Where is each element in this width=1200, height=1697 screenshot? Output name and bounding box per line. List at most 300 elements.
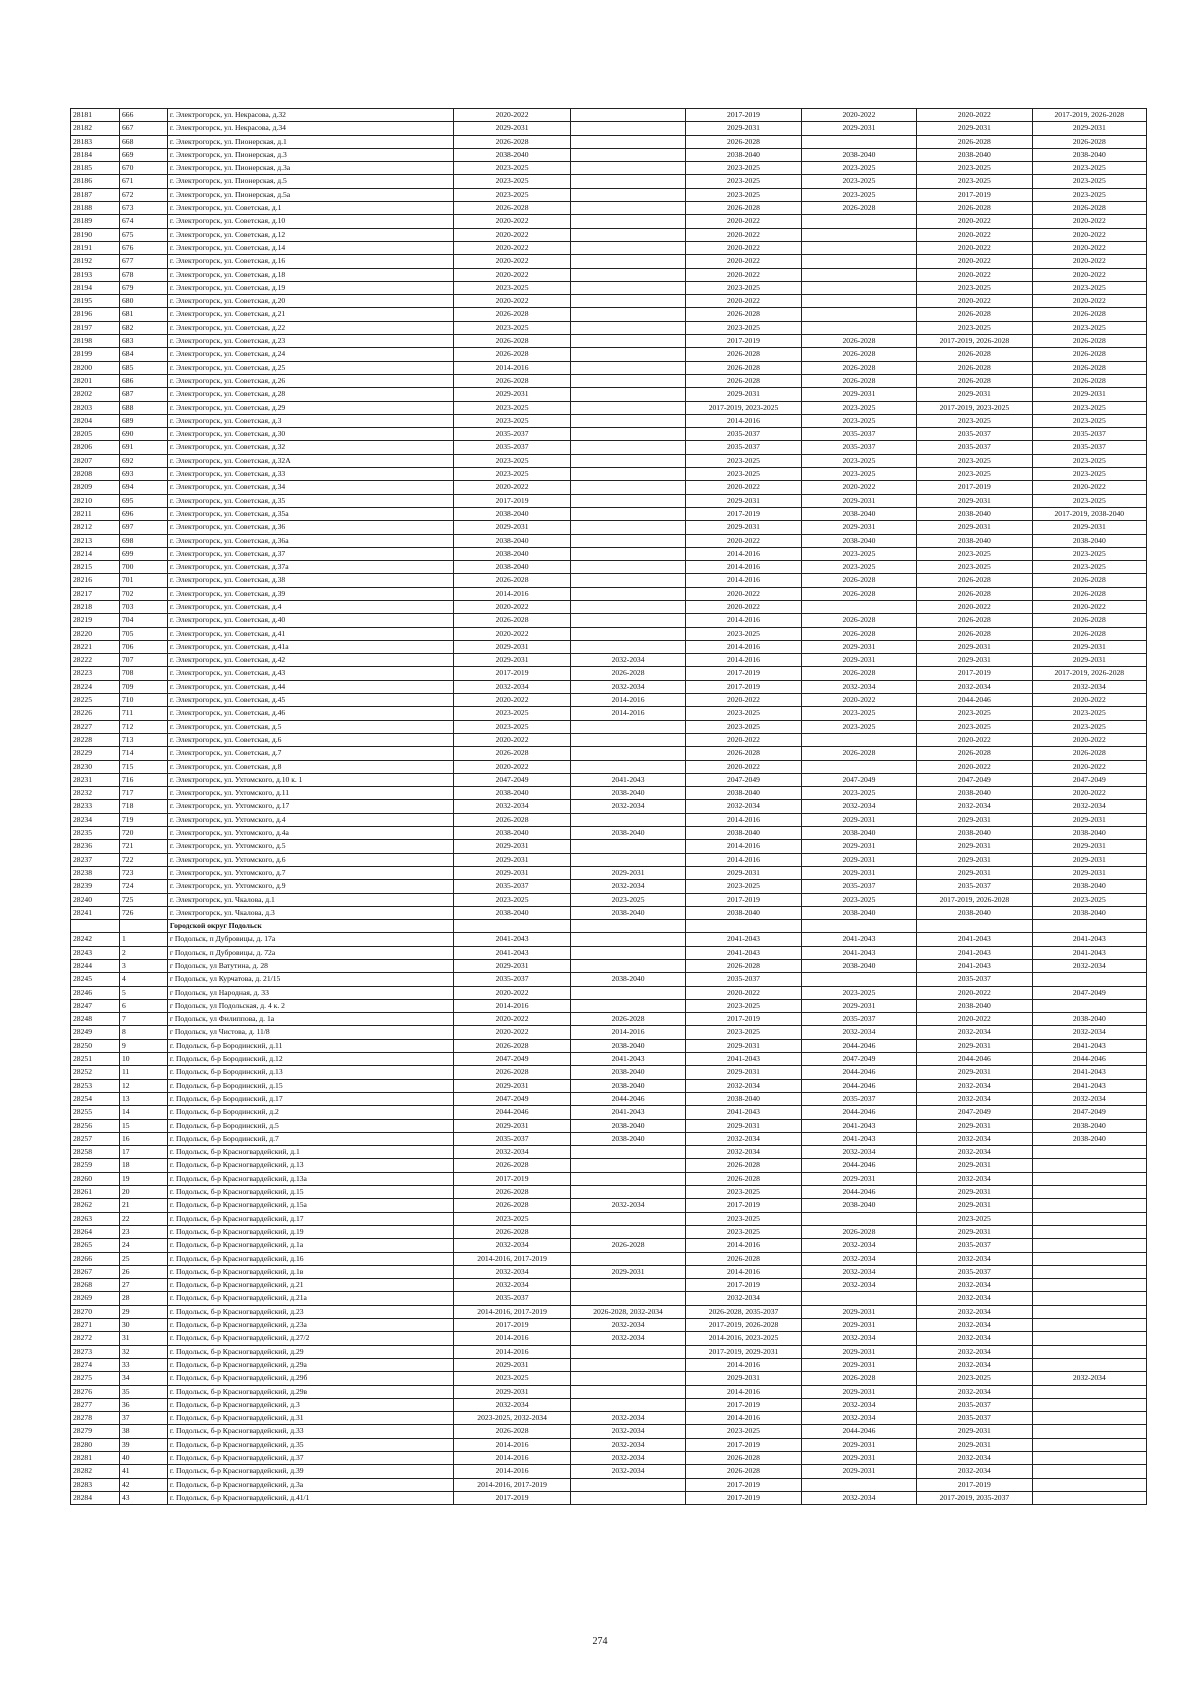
cell-period-3: 2020-2022: [686, 255, 801, 268]
cell-row-number: 28270: [71, 1305, 120, 1318]
cell-period-5: 2026-2028: [917, 374, 1032, 387]
cell-item-number: 721: [120, 840, 168, 853]
cell-period-6: 2026-2028: [1032, 587, 1146, 600]
cell-row-number: 28228: [71, 733, 120, 746]
page-number: 274: [592, 1636, 608, 1647]
cell-period-3: 2023-2025: [686, 1225, 801, 1238]
cell-row-number: 28246: [71, 986, 120, 999]
cell-period-3: 2032-2034: [686, 1079, 801, 1092]
table-row: [71, 707, 1147, 720]
cell-address: г. Подольск, б-р Красногвардейский, д.41/1: [167, 1491, 453, 1504]
cell-period-6: 2017-2019, 2038-2040: [1032, 507, 1146, 520]
cell-period-2: [570, 946, 685, 959]
cell-period-5: 2026-2028: [917, 308, 1032, 321]
cell-period-4: 2029-2031: [801, 1465, 916, 1478]
cell-row-number: 28219: [71, 614, 120, 627]
cell-period-4: 2044-2046: [801, 1425, 916, 1438]
cell-period-1: 2029-2031: [454, 640, 571, 653]
cell-row-number: 28266: [71, 1252, 120, 1265]
table-row: [71, 1039, 1147, 1052]
table-row: [71, 853, 1147, 866]
cell-address: г. Электрогорск, ул. Советская, д.45: [167, 694, 453, 707]
cell-period-2: 2029-2031: [570, 866, 685, 879]
cell-period-5: 2023-2025: [917, 175, 1032, 188]
cell-period-3: 2023-2025: [686, 175, 801, 188]
cell-period-6: [1032, 1265, 1146, 1278]
cell-period-4: [801, 600, 916, 613]
cell-period-2: 2023-2025: [570, 893, 685, 906]
cell-period-5: 2044-2046: [917, 694, 1032, 707]
cell-period-2: [570, 640, 685, 653]
cell-address: г. Электрогорск, ул. Советская, д.12: [167, 228, 453, 241]
cell-period-5: 2038-2040: [917, 787, 1032, 800]
cell-row-number: 28225: [71, 694, 120, 707]
cell-period-1: 2026-2028: [454, 1425, 571, 1438]
table-row: [71, 960, 1147, 973]
cell-period-6: 2023-2025: [1032, 401, 1146, 414]
cell-item-number: 670: [120, 162, 168, 175]
cell-period-6: [1032, 1252, 1146, 1265]
cell-address: г Подольск, ул Филиппова, д. 1а: [167, 1013, 453, 1026]
cell-period-6: 2032-2034: [1032, 960, 1146, 973]
cell-period-2: 2032-2034: [570, 1332, 685, 1345]
cell-address: г. Подольск, б-р Красногвардейский, д.3: [167, 1398, 453, 1411]
cell-row-number: 28241: [71, 906, 120, 919]
cell-period-4: 2047-2049: [801, 773, 916, 786]
cell-period-6: 2041-2043: [1032, 933, 1146, 946]
cell-period-3: 2026-2028: [686, 960, 801, 973]
cell-address: г. Подольск, б-р Красногвардейский, д.3а: [167, 1478, 453, 1491]
cell-period-2: [570, 321, 685, 334]
table-row: [71, 1292, 1147, 1305]
cell-period-2: 2038-2040: [570, 1119, 685, 1132]
cell-period-6: [1032, 1478, 1146, 1491]
cell-item-number: 672: [120, 188, 168, 201]
cell-period-4: 2023-2025: [801, 986, 916, 999]
cell-period-4: 2023-2025: [801, 468, 916, 481]
cell-period-4: [801, 1292, 916, 1305]
cell-period-1: 2035-2037: [454, 1132, 571, 1145]
cell-period-2: [570, 348, 685, 361]
table-row: [71, 933, 1147, 946]
cell-period-2: [570, 574, 685, 587]
cell-row-number: 28283: [71, 1478, 120, 1491]
cell-row-number: 28192: [71, 255, 120, 268]
cell-period-4: 2029-2031: [801, 494, 916, 507]
cell-period-5: 2017-2019: [917, 667, 1032, 680]
cell-period-4: 2047-2049: [801, 1053, 916, 1066]
cell-period-4: 2032-2034: [801, 800, 916, 813]
cell-period-1: 2017-2019: [454, 1172, 571, 1185]
cell-period-3: 2041-2043: [686, 933, 801, 946]
cell-row-number: 28207: [71, 454, 120, 467]
table-row: [71, 1159, 1147, 1172]
cell-period-2: [570, 1252, 685, 1265]
cell-period-2: 2041-2043: [570, 773, 685, 786]
cell-period-5: 2023-2025: [917, 720, 1032, 733]
cell-item-number: 22: [120, 1212, 168, 1225]
cell-item-number: 719: [120, 813, 168, 826]
cell-period-4: 2026-2028: [801, 361, 916, 374]
cell-period-1: 2014-2016: [454, 1465, 571, 1478]
cell-period-6: [1032, 1412, 1146, 1425]
cell-item-number: 39: [120, 1438, 168, 1451]
cell-period-5: 2020-2022: [917, 241, 1032, 254]
table-row: [71, 1239, 1147, 1252]
cell-address: г. Электрогорск, ул. Советская, д.26: [167, 374, 453, 387]
table-row: [71, 1106, 1147, 1119]
cell-period-6: [1032, 1385, 1146, 1398]
cell-period-5: 2017-2019, 2026-2028: [917, 335, 1032, 348]
cell-period-2: [570, 428, 685, 441]
cell-period-5: 2020-2022: [917, 600, 1032, 613]
cell-period-5: 2029-2031: [917, 1186, 1032, 1199]
cell-period-5: 2029-2031: [917, 1438, 1032, 1451]
cell-row-number: 28182: [71, 122, 120, 135]
cell-period-3: 2038-2040: [686, 1092, 801, 1105]
table-row: [71, 866, 1147, 879]
cell-period-5: 2029-2031: [917, 840, 1032, 853]
cell-period-4: 2023-2025: [801, 175, 916, 188]
cell-period-6: 2020-2022: [1032, 228, 1146, 241]
cell-period-2: [570, 454, 685, 467]
table-row: [71, 600, 1147, 613]
cell-address: г. Электрогорск, ул. Советская, д.39: [167, 587, 453, 600]
table-row: [71, 521, 1147, 534]
cell-address: г. Подольск, б-р Бородинский, д.11: [167, 1039, 453, 1052]
cell-period-6: 2020-2022: [1032, 600, 1146, 613]
table-row: [71, 547, 1147, 560]
cell-period-3: 2029-2031: [686, 866, 801, 879]
cell-row-number: 28281: [71, 1451, 120, 1464]
cell-period-2: [570, 534, 685, 547]
cell-period-6: 2020-2022: [1032, 694, 1146, 707]
cell-period-4: 2032-2034: [801, 1265, 916, 1278]
cell-address: г Подольск, ул Чистова, д. 11/8: [167, 1026, 453, 1039]
cell-row-number: 28251: [71, 1053, 120, 1066]
cell-period-2: [570, 122, 685, 135]
cell-period-1: 2038-2040: [454, 561, 571, 574]
cell-item-number: 13: [120, 1092, 168, 1105]
cell-row-number: 28191: [71, 241, 120, 254]
cell-row-number: 28274: [71, 1358, 120, 1371]
cell-row-number: 28260: [71, 1172, 120, 1185]
cell-period-4: 2023-2025: [801, 454, 916, 467]
cell-address: г. Подольск, б-р Красногвардейский, д.29а: [167, 1358, 453, 1371]
cell-period-2: [570, 547, 685, 560]
cell-period-6: 2038-2040: [1032, 880, 1146, 893]
cell-period-5: 2032-2034: [917, 1305, 1032, 1318]
table-row: [71, 760, 1147, 773]
cell-period-6: 2026-2028: [1032, 614, 1146, 627]
cell-address: г Подольск, ул Подольская, д. 4 к. 2: [167, 999, 453, 1012]
cell-period-5: 2020-2022: [917, 228, 1032, 241]
cell-period-4: 2032-2034: [801, 1279, 916, 1292]
cell-period-4: 2023-2025: [801, 401, 916, 414]
cell-address: г. Электрогорск, ул. Советская, д.38: [167, 574, 453, 587]
cell-row-number: [71, 920, 120, 933]
cell-period-2: [570, 1358, 685, 1371]
cell-period-4: 2038-2040: [801, 906, 916, 919]
cell-period-5: 2035-2037: [917, 973, 1032, 986]
cell-item-number: 19: [120, 1172, 168, 1185]
table-row: [71, 308, 1147, 321]
cell-period-4: 2029-2031: [801, 1319, 916, 1332]
cell-period-6: 2023-2025: [1032, 561, 1146, 574]
cell-period-2: 2032-2034: [570, 880, 685, 893]
cell-item-number: 687: [120, 388, 168, 401]
cell-period-1: 2014-2016, 2017-2019: [454, 1252, 571, 1265]
cell-item-number: 24: [120, 1239, 168, 1252]
cell-period-2: [570, 747, 685, 760]
cell-period-3: 2038-2040: [686, 827, 801, 840]
cell-address: г. Подольск, б-р Красногвардейский, д.19: [167, 1225, 453, 1238]
table-row: [71, 840, 1147, 853]
cell-period-2: [570, 335, 685, 348]
cell-period-1: 2020-2022: [454, 215, 571, 228]
cell-address: г. Электрогорск, ул. Ухтомского, д.11: [167, 787, 453, 800]
cell-address: г. Подольск, б-р Красногвардейский, д.29б: [167, 1372, 453, 1385]
cell-period-5: 2026-2028: [917, 627, 1032, 640]
table-row: [71, 1252, 1147, 1265]
cell-period-1: 2032-2034: [454, 1265, 571, 1278]
cell-period-5: 2032-2034: [917, 1451, 1032, 1464]
cell-item-number: 14: [120, 1106, 168, 1119]
cell-period-1: 2014-2016, 2017-2019: [454, 1478, 571, 1491]
cell-period-3: 2029-2031: [686, 388, 801, 401]
cell-item-number: 16: [120, 1132, 168, 1145]
cell-row-number: 28232: [71, 787, 120, 800]
cell-period-6: 2023-2025: [1032, 454, 1146, 467]
cell-row-number: 28258: [71, 1146, 120, 1159]
cell-period-3: 2023-2025: [686, 468, 801, 481]
cell-row-number: 28269: [71, 1292, 120, 1305]
cell-period-4: 2032-2034: [801, 680, 916, 693]
cell-period-3: 2026-2028: [686, 361, 801, 374]
cell-period-1: 2020-2022: [454, 694, 571, 707]
table-row: [71, 1491, 1147, 1504]
cell-row-number: 28217: [71, 587, 120, 600]
cell-row-number: 28276: [71, 1385, 120, 1398]
cell-row-number: 28199: [71, 348, 120, 361]
cell-item-number: 688: [120, 401, 168, 414]
cell-period-1: 2017-2019: [454, 667, 571, 680]
cell-period-2: 2032-2034: [570, 1438, 685, 1451]
cell-period-6: [1032, 1212, 1146, 1225]
cell-item-number: 667: [120, 122, 168, 135]
cell-row-number: 28265: [71, 1239, 120, 1252]
cell-period-4: [801, 973, 916, 986]
cell-period-4: [801, 135, 916, 148]
cell-period-5: 2032-2034: [917, 1026, 1032, 1039]
cell-address: г. Подольск, б-р Красногвардейский, д.16: [167, 1252, 453, 1265]
cell-period-3: 2026-2028: [686, 348, 801, 361]
cell-item-number: 4: [120, 973, 168, 986]
cell-period-6: [1032, 973, 1146, 986]
cell-address: г. Электрогорск, ул. Советская, д.10: [167, 215, 453, 228]
cell-row-number: 28261: [71, 1186, 120, 1199]
cell-period-6: 2020-2022: [1032, 481, 1146, 494]
cell-period-1: 2023-2025: [454, 188, 571, 201]
cell-row-number: 28186: [71, 175, 120, 188]
table-row: [71, 481, 1147, 494]
cell-address: г. Электрогорск, ул. Советская, д.37: [167, 547, 453, 560]
cell-address: г. Электрогорск, ул. Советская, д.21: [167, 308, 453, 321]
cell-item-number: 694: [120, 481, 168, 494]
cell-item-number: 675: [120, 228, 168, 241]
table-row: [71, 215, 1147, 228]
cell-item-number: 21: [120, 1199, 168, 1212]
table-row: [71, 268, 1147, 281]
cell-row-number: 28280: [71, 1438, 120, 1451]
cell-period-5: 2041-2043: [917, 960, 1032, 973]
cell-period-2: 2038-2040: [570, 1132, 685, 1145]
table-row: [71, 1319, 1147, 1332]
cell-period-6: 2032-2034: [1032, 1372, 1146, 1385]
cell-period-2: [570, 507, 685, 520]
cell-period-3: 2029-2031: [686, 122, 801, 135]
cell-period-4: 2026-2028: [801, 348, 916, 361]
cell-period-4: 2029-2031: [801, 1358, 916, 1371]
cell-row-number: 28226: [71, 707, 120, 720]
cell-period-2: [570, 202, 685, 215]
cell-period-3: 2032-2034: [686, 1146, 801, 1159]
cell-row-number: 28196: [71, 308, 120, 321]
cell-period-4: [801, 215, 916, 228]
table-row: [71, 920, 1147, 933]
cell-period-2: [570, 614, 685, 627]
cell-period-1: 2020-2022: [454, 268, 571, 281]
cell-row-number: 28202: [71, 388, 120, 401]
cell-period-5: 2035-2037: [917, 1265, 1032, 1278]
cell-address: г. Электрогорск, ул. Советская, д.30: [167, 428, 453, 441]
cell-period-3: 2041-2043: [686, 1053, 801, 1066]
cell-period-3: 2023-2025: [686, 720, 801, 733]
cell-address: г. Подольск, б-р Красногвардейский, д.13: [167, 1159, 453, 1172]
cell-period-1: 2029-2031: [454, 521, 571, 534]
cell-item-number: 35: [120, 1385, 168, 1398]
cell-row-number: 28255: [71, 1106, 120, 1119]
cell-address: г. Электрогорск, ул. Советская, д.34: [167, 481, 453, 494]
cell-row-number: 28212: [71, 521, 120, 534]
cell-period-6: [1032, 1159, 1146, 1172]
cell-period-1: 2026-2028: [454, 1039, 571, 1052]
cell-period-6: 2023-2025: [1032, 494, 1146, 507]
cell-period-3: [686, 920, 801, 933]
cell-period-6: 2047-2049: [1032, 986, 1146, 999]
cell-period-2: [570, 720, 685, 733]
cell-row-number: 28223: [71, 667, 120, 680]
cell-period-3: 2020-2022: [686, 241, 801, 254]
table-row: [71, 694, 1147, 707]
table-row: [71, 1451, 1147, 1464]
cell-row-number: 28183: [71, 135, 120, 148]
cell-period-2: [570, 361, 685, 374]
cell-period-1: 2020-2022: [454, 481, 571, 494]
cell-period-1: 2023-2025: [454, 707, 571, 720]
cell-row-number: 28252: [71, 1066, 120, 1079]
cell-period-2: 2038-2040: [570, 1039, 685, 1052]
cell-item-number: 31: [120, 1332, 168, 1345]
cell-row-number: 28227: [71, 720, 120, 733]
cell-period-1: 2026-2028: [454, 374, 571, 387]
cell-address: г. Электрогорск, ул. Советская, д.23: [167, 335, 453, 348]
cell-period-3: 2020-2022: [686, 694, 801, 707]
cell-period-1: 2038-2040: [454, 148, 571, 161]
cell-period-4: 2023-2025: [801, 893, 916, 906]
cell-period-5: 2029-2031: [917, 1119, 1032, 1132]
cell-period-3: 2014-2016: [686, 547, 801, 560]
cell-address: г. Электрогорск, ул. Советская, д.36: [167, 521, 453, 534]
table-row: [71, 1212, 1147, 1225]
cell-period-4: 2026-2028: [801, 614, 916, 627]
cell-period-5: 2038-2040: [917, 906, 1032, 919]
table-row: [71, 241, 1147, 254]
cell-row-number: 28267: [71, 1265, 120, 1278]
cell-period-3: 2023-2025: [686, 880, 801, 893]
cell-row-number: 28209: [71, 481, 120, 494]
cell-period-3: 2017-2019: [686, 335, 801, 348]
capital-repair-schedule-table: [70, 108, 1147, 1505]
cell-period-2: [570, 1398, 685, 1411]
cell-period-4: 2029-2031: [801, 388, 916, 401]
cell-item-number: 674: [120, 215, 168, 228]
cell-period-3: 2014-2016: [686, 654, 801, 667]
cell-period-3: 2017-2019: [686, 1438, 801, 1451]
cell-period-5: 2020-2022: [917, 215, 1032, 228]
table-row: [71, 468, 1147, 481]
cell-period-3: 2014-2016: [686, 614, 801, 627]
cell-row-number: 28238: [71, 866, 120, 879]
cell-period-6: [1032, 1332, 1146, 1345]
cell-period-2: [570, 933, 685, 946]
table-row: [71, 614, 1147, 627]
cell-period-6: 2032-2034: [1032, 800, 1146, 813]
cell-period-1: 2014-2016: [454, 1332, 571, 1345]
cell-period-1: 2038-2040: [454, 906, 571, 919]
cell-period-4: 2029-2031: [801, 813, 916, 826]
cell-period-6: 2023-2025: [1032, 281, 1146, 294]
cell-period-5: 2035-2037: [917, 428, 1032, 441]
cell-period-4: [801, 1212, 916, 1225]
cell-period-6: 2029-2031: [1032, 122, 1146, 135]
cell-period-1: 2020-2022: [454, 228, 571, 241]
table-row: [71, 1199, 1147, 1212]
cell-period-3: 2029-2031: [686, 1372, 801, 1385]
cell-item-number: 33: [120, 1358, 168, 1371]
cell-row-number: 28233: [71, 800, 120, 813]
cell-item-number: 700: [120, 561, 168, 574]
cell-address: г. Электрогорск, ул. Ухтомского, д.4: [167, 813, 453, 826]
cell-period-5: 2017-2019, 2023-2025: [917, 401, 1032, 414]
cell-period-3: 2038-2040: [686, 148, 801, 161]
cell-period-5: 2032-2034: [917, 1345, 1032, 1358]
cell-period-1: 2023-2025: [454, 468, 571, 481]
cell-period-1: 2023-2025: [454, 414, 571, 427]
cell-period-4: 2020-2022: [801, 694, 916, 707]
table-row: [71, 787, 1147, 800]
cell-period-1: 2014-2016, 2017-2019: [454, 1305, 571, 1318]
table-row: [71, 627, 1147, 640]
cell-address: г Подольск, ул Курчатова, д. 21/15: [167, 973, 453, 986]
cell-period-5: 2026-2028: [917, 135, 1032, 148]
cell-period-2: [570, 1345, 685, 1358]
cell-period-2: [570, 481, 685, 494]
cell-period-3: 2023-2025: [686, 999, 801, 1012]
cell-period-4: 2029-2031: [801, 1438, 916, 1451]
cell-period-3: 2032-2034: [686, 800, 801, 813]
cell-item-number: 12: [120, 1079, 168, 1092]
